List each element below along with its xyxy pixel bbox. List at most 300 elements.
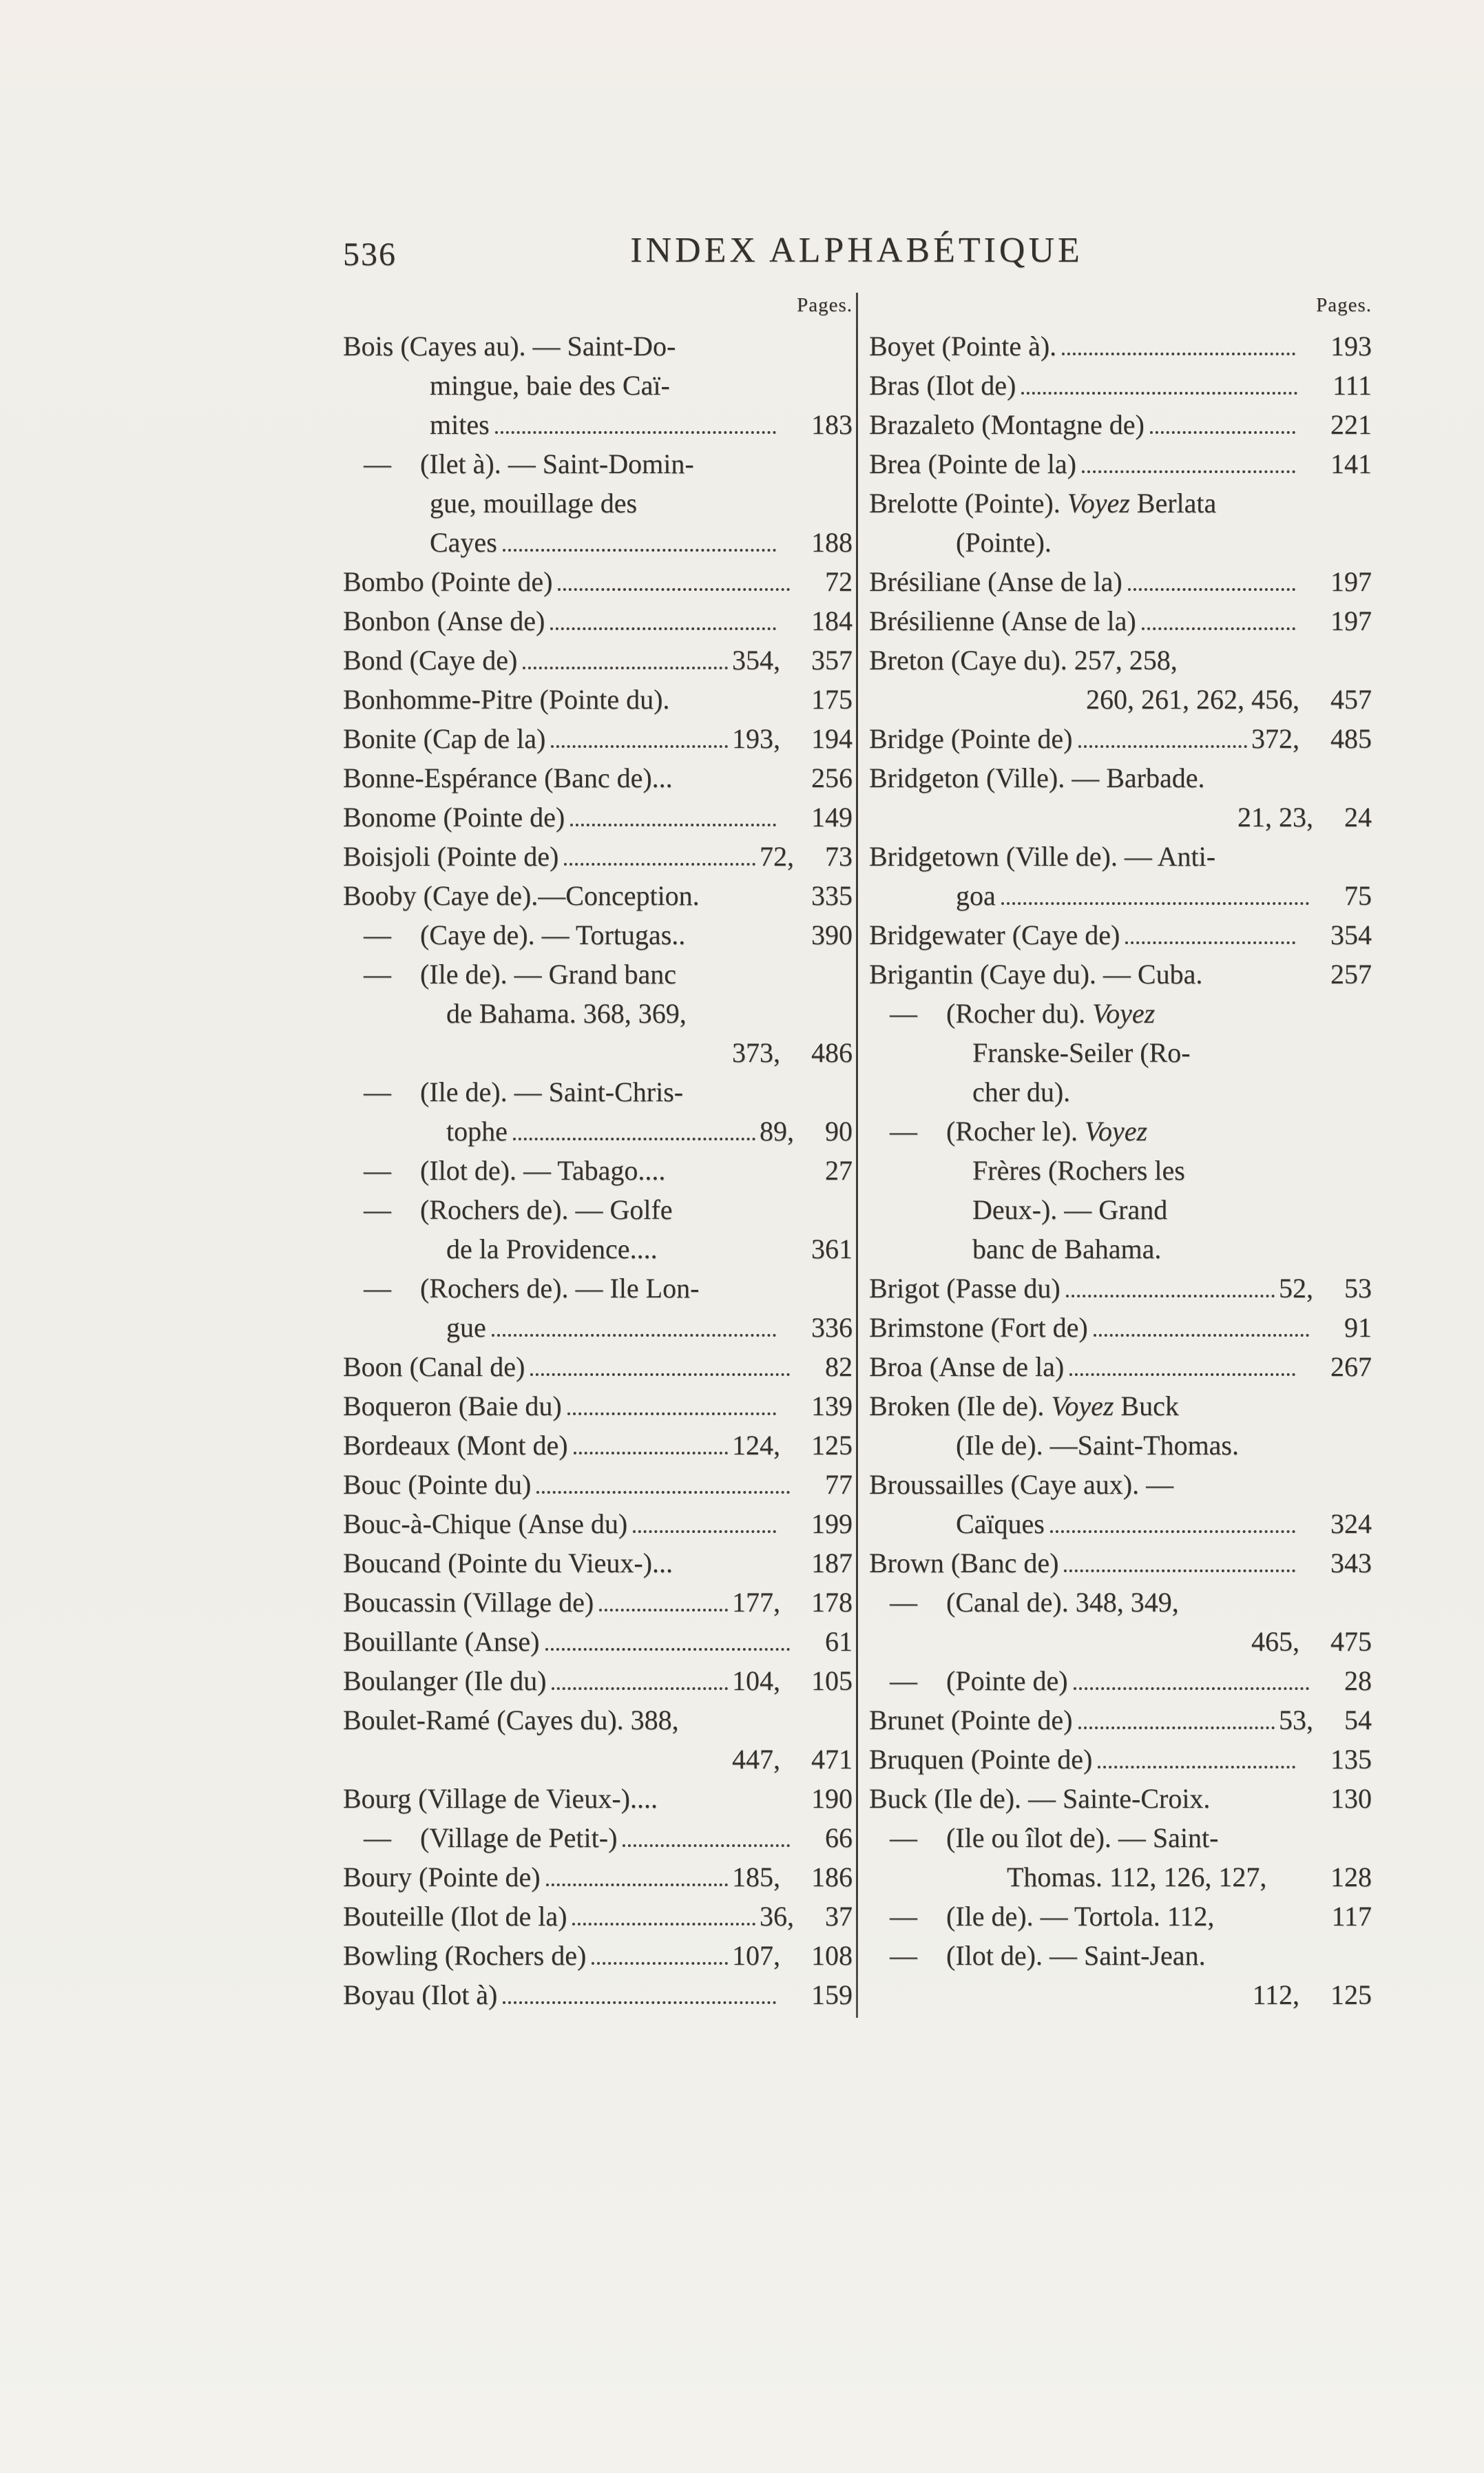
index-row xyxy=(343,1661,853,1700)
page-number: 82 xyxy=(825,1351,853,1382)
index-row xyxy=(1007,1857,1372,1897)
index-row xyxy=(364,1818,853,1857)
entry-text: Caïques xyxy=(956,1508,1045,1539)
page-number: 135 xyxy=(1330,1744,1372,1775)
dot-leader xyxy=(567,1411,776,1415)
page-number-inline: 52, xyxy=(1279,1273,1313,1304)
dot-leader xyxy=(1050,1529,1295,1533)
index-row xyxy=(343,1347,853,1386)
entry-text: Brelotte (Pointe). Voyez Berlata xyxy=(869,488,1217,519)
dot-leader xyxy=(1021,390,1297,395)
dot-leader xyxy=(1142,626,1295,630)
index-row xyxy=(869,954,1372,994)
index-row xyxy=(364,954,853,994)
index-row xyxy=(430,405,853,444)
dot-leader xyxy=(1082,469,1295,473)
dot-leader xyxy=(599,1607,728,1611)
entry-text: cher du). xyxy=(972,1076,1071,1107)
page-number: 457 xyxy=(1330,684,1372,715)
dot-leader xyxy=(574,1450,728,1454)
page-number: 187 xyxy=(811,1547,853,1578)
entry-text: Deux-). — Grand xyxy=(972,1194,1168,1225)
index-row xyxy=(972,1190,1372,1229)
sub-entry-dash: — xyxy=(890,1822,917,1853)
index-row xyxy=(343,837,853,876)
index-row xyxy=(343,1386,853,1426)
sub-entry-dash: — xyxy=(364,1155,391,1186)
entry-text: (Ilet à). — Saint-Domin- xyxy=(420,448,694,479)
entry-text: Boisjoli (Pointe de) xyxy=(343,841,559,872)
entry-text: Brown (Banc de) xyxy=(869,1547,1059,1578)
sub-entry-dash: — xyxy=(890,1116,917,1147)
page-number: 197 xyxy=(1330,566,1372,597)
index-row xyxy=(972,1033,1372,1072)
page-number: 105 xyxy=(811,1665,853,1696)
page-number: 193 xyxy=(1330,331,1372,362)
entry-text: Boyet (Pointe à). xyxy=(869,331,1057,362)
page-number: 27 xyxy=(825,1155,853,1186)
entry-text: banc de Bahama. xyxy=(972,1233,1162,1264)
page-number: 354 xyxy=(1330,919,1372,950)
index-row xyxy=(956,523,1372,562)
page-number: 90 xyxy=(825,1116,853,1147)
entry-text: Booby (Caye de).—Conception. xyxy=(343,880,700,911)
index-row xyxy=(869,1386,1372,1426)
index-row xyxy=(364,1190,853,1229)
entry-text: (Canal de). 348, 349, xyxy=(946,1587,1179,1618)
page-number: 199 xyxy=(811,1508,853,1539)
page-number: 188 xyxy=(811,527,853,558)
page-number-inline: 177, xyxy=(732,1587,780,1618)
index-row xyxy=(343,562,853,601)
entry-text: Bouillante (Anse) xyxy=(343,1626,540,1657)
index-row xyxy=(869,326,1372,366)
page-number: 186 xyxy=(811,1861,853,1892)
entry-text: goa xyxy=(956,880,996,911)
dot-leader xyxy=(1078,744,1248,748)
page-number: 361 xyxy=(811,1233,853,1264)
sub-entry-dash: — xyxy=(364,919,391,950)
index-row xyxy=(972,1229,1372,1269)
index-row xyxy=(869,601,1372,640)
page-number: 75 xyxy=(1344,880,1372,911)
sub-entry-dash: — xyxy=(890,998,917,1029)
page-number: 128 xyxy=(1330,1861,1372,1892)
index-row xyxy=(430,523,853,562)
index-row xyxy=(869,1308,1372,1347)
index-row xyxy=(343,680,853,719)
dot-leader xyxy=(570,822,776,826)
dot-leader xyxy=(572,1921,755,1926)
index-row xyxy=(869,758,1372,797)
entry-text: Broa (Anse de la) xyxy=(869,1351,1065,1382)
index-row xyxy=(343,1622,853,1661)
dot-leader xyxy=(546,1882,728,1886)
index-row xyxy=(343,326,853,366)
page-number: 178 xyxy=(811,1587,853,1618)
index-row xyxy=(890,1936,1372,1975)
page-number: 54 xyxy=(1344,1704,1372,1735)
index-row xyxy=(343,601,853,640)
page-number: 336 xyxy=(811,1312,853,1343)
entry-text: Boqueron (Baie du) xyxy=(343,1390,562,1421)
entry-text: Boury (Pointe de) xyxy=(343,1861,541,1892)
index-row xyxy=(869,366,1372,405)
index-row xyxy=(890,1583,1372,1622)
entry-text: 21, 23, xyxy=(1237,802,1313,833)
entry-text: Thomas. 112, 126, 127, xyxy=(1007,1861,1267,1892)
index-row xyxy=(869,1779,1372,1818)
dot-leader xyxy=(552,1686,728,1690)
entry-text: mites xyxy=(430,409,490,440)
dot-leader xyxy=(1064,1568,1295,1572)
page-number-inline: 185, xyxy=(732,1861,780,1892)
index-row xyxy=(343,1543,853,1583)
sub-entry-dash: — xyxy=(890,1665,917,1696)
dot-leader xyxy=(1062,351,1295,355)
entry-text: (Rochers de). — Ile Lon- xyxy=(420,1273,700,1304)
page-number: 324 xyxy=(1330,1508,1372,1539)
index-row xyxy=(430,366,853,405)
entry-text: Brimstone (Fort de) xyxy=(869,1312,1088,1343)
entry-text: (Rocher le). Voyez xyxy=(946,1116,1148,1147)
entry-text: Bridgeton (Ville). — Barbade. xyxy=(869,762,1205,793)
index-row xyxy=(364,1151,853,1190)
dot-leader xyxy=(1069,1372,1295,1376)
index-row xyxy=(364,915,853,954)
index-row xyxy=(364,1269,853,1308)
sub-entry-dash: — xyxy=(364,448,391,479)
page-number: 357 xyxy=(811,645,853,676)
dot-leader xyxy=(1094,1333,1309,1337)
sub-entry-dash: — xyxy=(364,1273,391,1304)
entry-text: (Village de Petit-) xyxy=(420,1822,618,1853)
page-number: 28 xyxy=(1344,1665,1372,1696)
pages-column-header: Pages. xyxy=(1316,294,1372,316)
entry-text: Bridgetown (Ville de). — Anti- xyxy=(869,841,1216,872)
index-row xyxy=(956,1504,1372,1543)
entry-text: Bonne-Espérance (Banc de)... xyxy=(343,762,673,793)
index-row xyxy=(343,1897,853,1936)
dot-leader xyxy=(633,1529,776,1533)
index-row xyxy=(890,1661,1372,1700)
index-column-left xyxy=(343,289,853,2014)
entry-text: (Rochers de). — Golfe xyxy=(420,1194,673,1225)
index-row xyxy=(869,483,1372,523)
dot-leader xyxy=(623,1843,790,1847)
entry-text: (Pointe de) xyxy=(946,1665,1068,1696)
entry-text: Bonome (Pointe de) xyxy=(343,802,565,833)
index-row xyxy=(446,1229,853,1269)
dot-leader xyxy=(495,430,776,434)
sub-entry-dash: — xyxy=(364,1076,391,1107)
index-row xyxy=(890,994,1372,1033)
index-row xyxy=(869,719,1372,758)
index-row xyxy=(890,1897,1372,1936)
index-row xyxy=(446,1308,853,1347)
page-number: 335 xyxy=(811,880,853,911)
entry-text: Bordeaux (Mont de) xyxy=(343,1430,568,1461)
page-number: 125 xyxy=(1330,1979,1372,2010)
sub-entry-dash: — xyxy=(364,1194,391,1225)
entry-text: Boulet-Ramé (Cayes du). 388, xyxy=(343,1704,679,1735)
index-column-right xyxy=(869,289,1372,2014)
page-number: 77 xyxy=(825,1469,853,1500)
index-row xyxy=(869,680,1372,719)
index-row xyxy=(869,1347,1372,1386)
entry-text: Buck (Ile de). — Sainte-Croix. xyxy=(869,1783,1211,1814)
page-number: 175 xyxy=(811,684,853,715)
page-number: 257 xyxy=(1330,959,1372,990)
entry-text: mingue, baie des Caï- xyxy=(430,370,670,401)
entry-text: Bouteille (Ilot de la) xyxy=(343,1901,567,1932)
entry-text: Bond (Caye de) xyxy=(343,645,518,676)
page-number-inline: 107, xyxy=(732,1940,780,1971)
index-row xyxy=(869,1975,1372,2014)
dot-leader xyxy=(1074,1686,1309,1690)
page-number: 194 xyxy=(811,723,853,754)
page-number: 37 xyxy=(825,1901,853,1932)
page-number: 485 xyxy=(1330,723,1372,754)
entry-text: Boucand (Pointe du Vieux-)... xyxy=(343,1547,673,1578)
entry-text: gue, mouillage des xyxy=(430,488,638,519)
entry-text: Bois (Cayes au). — Saint-Do- xyxy=(343,331,676,362)
page-number: 390 xyxy=(811,919,853,950)
index-row xyxy=(343,876,853,915)
entry-text: Bonite (Cap de la) xyxy=(343,723,546,754)
page-number: 139 xyxy=(811,1390,853,1421)
entry-text: (Ilot de). — Tabago.... xyxy=(420,1155,666,1186)
entry-text: Broken (Ile de). Voyez Buck xyxy=(869,1390,1179,1421)
page-number: 471 xyxy=(811,1744,853,1775)
index-row xyxy=(869,915,1372,954)
page-number: 343 xyxy=(1330,1547,1372,1578)
sub-entry-dash: — xyxy=(364,1822,391,1853)
index-row xyxy=(956,1426,1372,1465)
entry-text: 447, xyxy=(732,1744,780,1775)
column-divider-rule xyxy=(856,293,858,2018)
page-number: 130 xyxy=(1330,1783,1372,1814)
entry-text: 260, 261, 262, 456, xyxy=(1086,684,1299,715)
entry-text: de Bahama. 368, 369, xyxy=(446,998,687,1029)
entry-text: Bruquen (Pointe de) xyxy=(869,1744,1093,1775)
dot-leader xyxy=(536,1490,790,1494)
dot-leader xyxy=(545,1647,791,1651)
index-row xyxy=(869,1543,1372,1583)
entry-text: Boon (Canal de) xyxy=(343,1351,525,1382)
entry-text: Boucassin (Village de) xyxy=(343,1587,594,1618)
index-row xyxy=(956,876,1372,915)
entry-text: Bouc-à-Chique (Anse du) xyxy=(343,1508,628,1539)
index-row xyxy=(890,1112,1372,1151)
page-number: 72 xyxy=(825,566,853,597)
entry-text: (Ile de). — Saint-Chris- xyxy=(420,1076,684,1107)
index-row xyxy=(343,1504,853,1543)
entry-text: Bouc (Pointe du) xyxy=(343,1469,532,1500)
entry-text: gue xyxy=(446,1312,486,1343)
page-number: 256 xyxy=(811,762,853,793)
page-number: 24 xyxy=(1344,802,1372,833)
dot-leader xyxy=(1128,587,1295,591)
index-row xyxy=(343,1700,853,1740)
index-row xyxy=(869,1700,1372,1740)
entry-text: Bras (Ilot de) xyxy=(869,370,1016,401)
page-number: 149 xyxy=(811,802,853,833)
entry-text: de la Providence.... xyxy=(446,1233,658,1264)
page-number: 73 xyxy=(825,841,853,872)
dot-leader xyxy=(523,665,728,669)
dot-leader xyxy=(503,547,776,552)
index-row xyxy=(343,719,853,758)
entry-text: Bridge (Pointe de) xyxy=(869,723,1073,754)
index-row xyxy=(446,994,853,1033)
page-number-inline: 124, xyxy=(732,1430,780,1461)
pages-column-header: Pages. xyxy=(797,294,853,316)
entry-text: Brea (Pointe de la) xyxy=(869,448,1076,479)
entry-text: Brésilienne (Anse de la) xyxy=(869,605,1136,636)
sub-entry-dash: — xyxy=(364,959,391,990)
page-number: 141 xyxy=(1330,448,1372,479)
page-number: 197 xyxy=(1330,605,1372,636)
dot-leader xyxy=(551,744,728,748)
index-row xyxy=(364,1072,853,1112)
entry-text: (Ile de). —Saint-Thomas. xyxy=(956,1430,1239,1461)
page-number: 111 xyxy=(1332,370,1372,401)
entry-text: Bonhomme-Pitre (Pointe du). xyxy=(343,684,670,715)
entry-text: (Ile ou îlot de). — Saint- xyxy=(946,1822,1219,1853)
page-number: 66 xyxy=(825,1822,853,1853)
page-number-inline: 72, xyxy=(760,841,794,872)
entry-text: Bombo (Pointe de) xyxy=(343,566,553,597)
dot-leader xyxy=(1001,901,1309,905)
dot-leader xyxy=(1066,1293,1275,1297)
index-row xyxy=(343,1740,853,1779)
dot-leader xyxy=(1125,940,1295,944)
page-number: 190 xyxy=(811,1783,853,1814)
index-row xyxy=(343,1465,853,1504)
entry-text: Frères (Rochers les xyxy=(972,1155,1185,1186)
entry-text: Brésiliane (Anse de la) xyxy=(869,566,1122,597)
entry-text: (Rocher du). Voyez xyxy=(946,998,1156,1029)
index-row xyxy=(972,1072,1372,1112)
index-row xyxy=(890,1818,1372,1857)
page-number: 183 xyxy=(811,409,853,440)
index-row xyxy=(869,444,1372,483)
entry-text: Bourg (Village de Vieux-).... xyxy=(343,1783,658,1814)
index-row xyxy=(343,640,853,680)
dot-leader xyxy=(492,1333,776,1337)
entry-text: 465, xyxy=(1251,1626,1299,1657)
entry-text: Franske-Seiler (Ro- xyxy=(972,1037,1191,1068)
entry-text: Brunet (Pointe de) xyxy=(869,1704,1073,1735)
dot-leader xyxy=(592,1961,728,1965)
index-row xyxy=(869,1465,1372,1504)
page-number-inline: 372, xyxy=(1251,723,1299,754)
dot-leader xyxy=(1150,430,1295,434)
index-row xyxy=(972,1151,1372,1190)
entry-text: 373, xyxy=(732,1037,780,1068)
index-row xyxy=(869,837,1372,876)
page-number: 91 xyxy=(1344,1312,1372,1343)
entry-text: Brigantin (Caye du). — Cuba. xyxy=(869,959,1203,990)
entry-text: Brigot (Passe du) xyxy=(869,1273,1060,1304)
page-title: INDEX ALPHABÉTIQUE xyxy=(630,231,1083,270)
dot-leader xyxy=(558,587,790,591)
entry-text: Bonbon (Anse de) xyxy=(343,605,545,636)
page-folio-number: 536 xyxy=(343,236,397,273)
dot-leader xyxy=(564,862,755,866)
index-row xyxy=(869,1622,1372,1661)
sub-entry-dash: — xyxy=(890,1901,917,1932)
entry-text: (Pointe). xyxy=(956,527,1052,558)
entry-text: Brazaleto (Montagne de) xyxy=(869,409,1145,440)
entry-text: (Ile de). — Grand banc xyxy=(420,959,677,990)
entry-text: Broussailles (Caye aux). — xyxy=(869,1469,1174,1500)
entry-text: Breton (Caye du). 257, 258, xyxy=(869,645,1178,676)
index-row xyxy=(446,1112,853,1151)
index-row xyxy=(869,405,1372,444)
index-row xyxy=(364,444,853,483)
index-row xyxy=(869,562,1372,601)
index-row xyxy=(343,1583,853,1622)
dot-leader xyxy=(503,2000,776,2004)
index-row xyxy=(869,1740,1372,1779)
page-number: 108 xyxy=(811,1940,853,1971)
index-row xyxy=(343,1857,853,1897)
index-row xyxy=(869,1269,1372,1308)
page-number: 221 xyxy=(1330,409,1372,440)
page-number: 117 xyxy=(1331,1901,1372,1932)
page-number-inline: 354, xyxy=(732,645,780,676)
page-number: 486 xyxy=(811,1037,853,1068)
index-row xyxy=(343,1426,853,1465)
index-row xyxy=(343,1975,853,2014)
page-number: 475 xyxy=(1330,1626,1372,1657)
index-row xyxy=(869,797,1372,837)
entry-text: 112, xyxy=(1252,1979,1299,2010)
page-number: 159 xyxy=(811,1979,853,2010)
index-row xyxy=(869,640,1372,680)
index-row xyxy=(430,483,853,523)
dot-leader xyxy=(550,626,776,630)
page-number: 125 xyxy=(811,1430,853,1461)
page-number-inline: 53, xyxy=(1279,1704,1313,1735)
entry-text: Boyau (Ilot à) xyxy=(343,1979,498,2010)
dot-leader xyxy=(1078,1725,1275,1729)
dot-leader xyxy=(513,1136,755,1140)
entry-text: Cayes xyxy=(430,527,497,558)
index-row xyxy=(343,1779,853,1818)
index-row xyxy=(343,758,853,797)
entry-text: Boulanger (Ile du) xyxy=(343,1665,547,1696)
sub-entry-dash: — xyxy=(890,1587,917,1618)
entry-text: (Ile de). — Tortola. 112, xyxy=(946,1901,1215,1932)
page-number-inline: 89, xyxy=(760,1116,794,1147)
dot-leader xyxy=(530,1372,790,1376)
page-number-inline: 104, xyxy=(732,1665,780,1696)
index-row xyxy=(343,1936,853,1975)
index-row xyxy=(343,797,853,837)
page-number-inline: 36, xyxy=(760,1901,794,1932)
entry-text: Bridgewater (Caye de) xyxy=(869,919,1120,950)
entry-text: Bowling (Rochers de) xyxy=(343,1940,587,1971)
page-number: 184 xyxy=(811,605,853,636)
entry-text: tophe xyxy=(446,1116,508,1147)
index-row xyxy=(343,1033,853,1072)
sub-entry-dash: — xyxy=(890,1940,917,1971)
page-number: 53 xyxy=(1344,1273,1372,1304)
entry-text: (Ilot de). — Saint-Jean. xyxy=(946,1940,1206,1971)
